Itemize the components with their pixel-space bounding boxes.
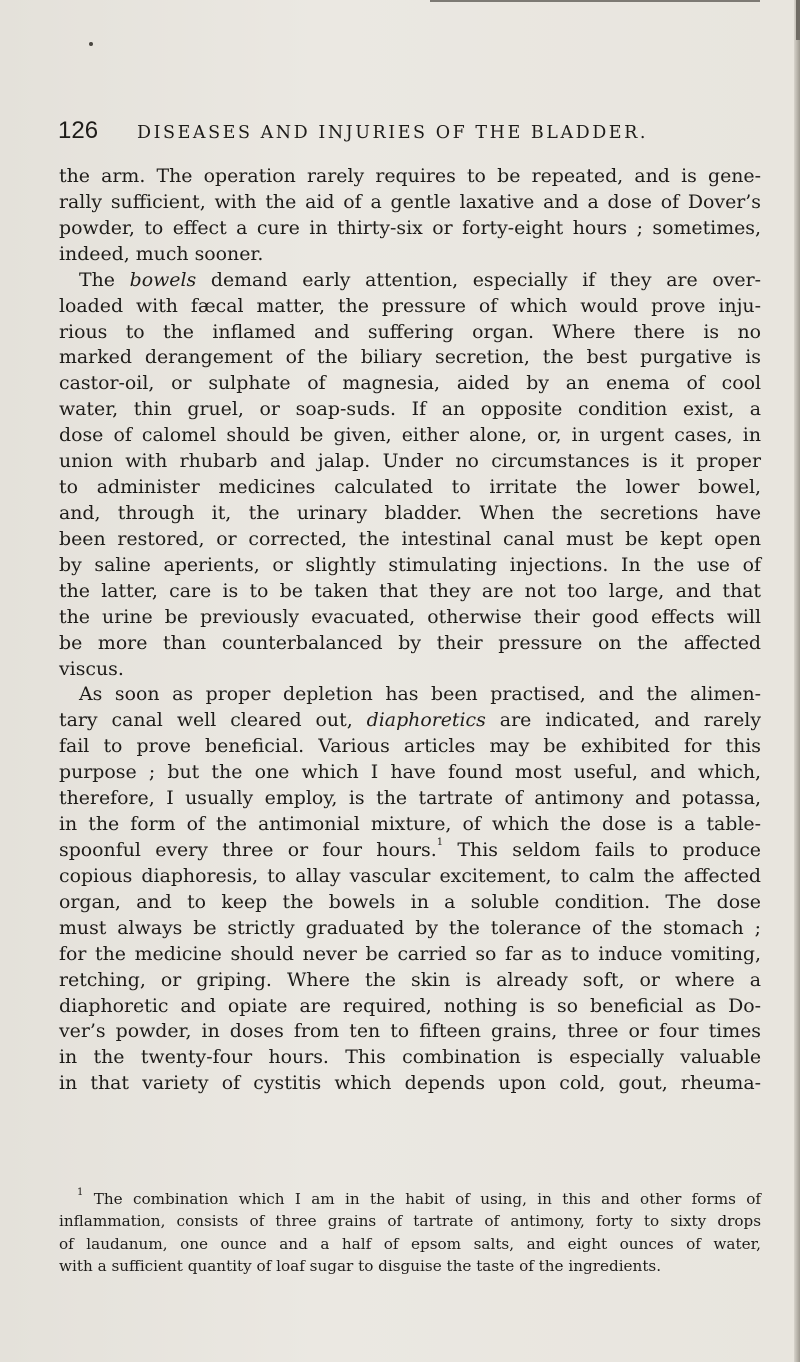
text-run: This seldom fails to produce [443,838,761,861]
paragraph-1 [59,164,761,268]
text-run [83,1190,93,1208]
footnote-line: with a sufficient quantity of loaf sugar to disguise the taste of the ingredients. [59,1257,662,1276]
paragraph-2 [59,268,761,683]
page-header [58,116,760,146]
text-line: union with rhubarb and jalap. Under no circumstances is it proper [59,450,761,473]
text-run: demand early attention, especially if they are over- [196,268,761,291]
footnote-reference: 1 [436,836,444,848]
text-line: copious diaphoresis, to allay vascular excitement, to calm the affected [59,864,761,887]
text-line: rally sufficient, with the aid of a gentle laxative and a dose of Dover’s [59,190,761,213]
italic-term-bowels: bowels [129,268,197,291]
text-line: retching, or griping. Where the skin is already soft, or where a [59,968,761,991]
text-line: water, thin gruel, or soap-suds. If an opposite condition exist, a [59,398,761,421]
text-line: the urine be previously evacuated, otherwise their good effects will [59,605,761,628]
page-edge-shadow [794,0,800,1362]
footnote-line: of laudanum, one ounce and a half of epsom salts, and eight ounces of water, [59,1234,761,1253]
footnote [59,1188,761,1278]
text-line: been restored, or corrected, the intestinal canal must be kept open [59,527,761,550]
text-run: The [79,268,130,291]
text-line: viscus. [59,657,124,680]
text-line: by saline aperients, or slightly stimulating injections. In the use of [59,553,761,576]
text-line: be more than counterbalanced by their pressure on the affected [59,631,761,654]
text-run: The combination which I am in the habit of using, in this and other forms of [93,1190,761,1208]
text-run: spoonful every three or four hours. [59,838,437,861]
text-line: fail to prove beneficial. Various articles may be exhibited for this [59,735,761,758]
top-edge-rule [430,0,760,2]
footnote-marker: 1 [77,1187,84,1198]
text-line: indeed, much sooner. [59,242,264,265]
text-line: organ, and to keep the bowels in a soluble condition. The dose [59,890,761,913]
text-line: diaphoretic and opiate are required, nothing is so beneficial as Do- [59,994,761,1017]
text-line: dose of calomel should be given, either alone, or, in urgent cases, in [59,424,761,447]
text-line: the latter, care is to be taken that they are not too large, and that [59,579,761,602]
text-run: are indicated, and rarely [485,709,761,732]
text-line: ver’s powder, in doses from ten to fifteen grains, three or four times [59,1020,761,1043]
text-run: tary canal well cleared out, [59,709,367,732]
footnote-line [59,1188,761,1210]
text-line-with-italic [59,268,761,294]
page-number: 126 [58,117,99,144]
text-line: in that variety of cystitis which depends upon cold, gout, rheuma- [59,1072,761,1095]
body-text [59,164,761,1097]
footnote-line: inflammation, consists of three grains of tartrate of antimony, forty to sixty drops [59,1212,761,1231]
running-head: DISEASES AND INJURIES OF THE BLADDER. [137,123,648,143]
page-edge-mark [796,0,800,40]
text-line: castor-oil, or sulphate of magnesia, aided by an enema of cool [59,372,761,395]
text-line: for the medicine should never be carried so far as to induce vomiting, [59,942,761,965]
text-line: loaded with fæcal matter, the pressure of which would prove inju- [59,294,761,317]
text-line: in the form of the antimonial mixture, of which the dose is a table- [59,813,761,836]
paragraph-3 [59,682,761,1097]
text-line: As soon as proper depletion has been practised, and the alimen- [79,683,761,706]
text-line: must always be strictly graduated by the tolerance of the stomach ; [59,916,761,939]
text-line: and, through it, the urinary bladder. When the secretions have [59,501,761,524]
text-line: marked derangement of the biliary secretion, the best purgative is [59,346,761,369]
text-line: in the twenty-four hours. This combination is especially valuable [59,1046,761,1069]
text-line: therefore, I usually employ, is the tartrate of antimony and potassa, [59,787,761,810]
italic-term-diaphoretics: diaphoretics [366,709,486,732]
text-line: purpose ; but the one which I have found most useful, and which, [59,761,761,784]
ink-speck [89,42,93,46]
text-line: rious to the inflamed and suffering organ. Where there is no [59,320,761,343]
text-line: to administer medicines calculated to irritate the lower bowel, [59,476,761,499]
text-line-with-italic [59,708,761,734]
text-line-with-footnote-ref [59,838,761,864]
text-line: powder, to effect a cure in thirty-six or forty-eight hours ; sometimes, [59,216,761,239]
text-line: the arm. The operation rarely requires to be repeated, and is gene- [59,165,761,187]
